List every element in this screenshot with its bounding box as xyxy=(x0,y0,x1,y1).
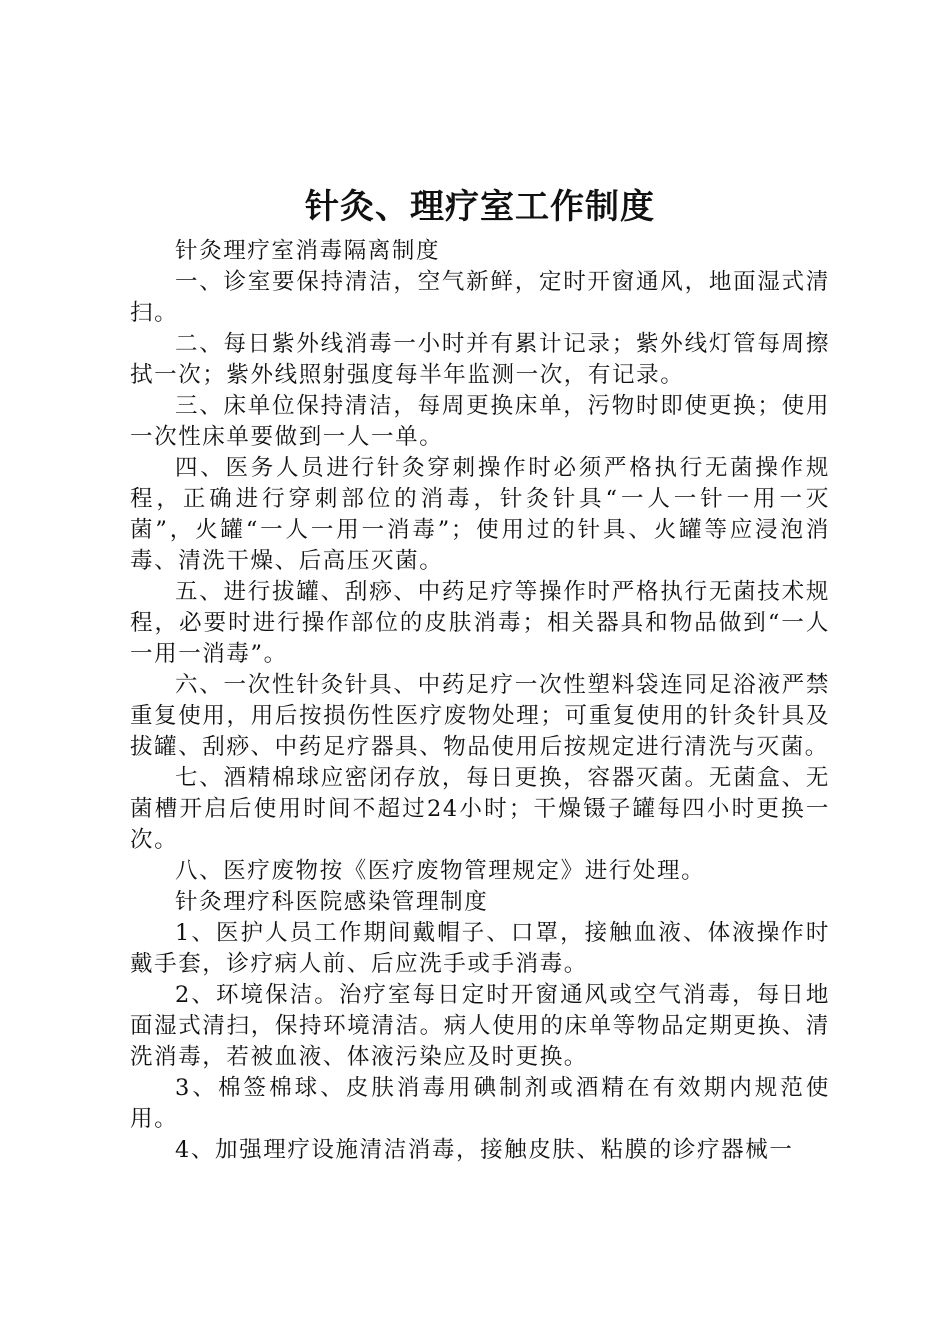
section-heading-disinfection: 针灸理疗室消毒隔离制度 xyxy=(175,238,441,264)
paragraph: 八、医疗废物按《医疗废物管理规定》进行处理。 xyxy=(175,858,706,884)
paragraph: 六、一次性针灸针具、中药足疗一次性塑料袋连同足浴液严禁重复使用，用后按损伤性医疗废物处理；可重复使用的针灸针具及拔罐、刮痧、中药足疗器具、物品使用后按规定进行清洗与灭菌。 xyxy=(130,672,830,760)
paragraph: 二、每日紫外线消毒一小时并有累计记录；紫外线灯管每周擦拭一次；紫外线照射强度每半年监测一次，有记录。 xyxy=(130,331,830,388)
paragraph: 3、棉签棉球、皮肤消毒用碘制剂或酒精在有效期内规范使用。 xyxy=(130,1075,830,1132)
paragraph: 五、进行拔罐、刮痧、中药足疗等操作时严格执行无菌技术规程，必要时进行操作部位的皮肤消毒；相关器具和物品做到“一人一用一消毒”。 xyxy=(130,579,830,667)
paragraph: 一、诊室要保持清洁，空气新鲜，定时开窗通风，地面湿式清扫。 xyxy=(130,269,830,326)
paragraph: 2、环境保洁。治疗室每日定时开窗通风或空气消毒，每日地面湿式清扫，保持环境清洁。病人使用的床单等物品定期更换、清洗消毒，若被血液、体液污染应及时更换。 xyxy=(130,982,830,1070)
paragraph: 四、医务人员进行针灸穿刺操作时必须严格执行无菌操作规程，正确进行穿刺部位的消毒，针灸针具“一人一针一用一灭菌”，火罐“一人一用一消毒”；使用过的针具、火罐等应浸泡消毒、清洗干燥、后高压灭菌。 xyxy=(130,455,830,574)
document-page xyxy=(130,182,830,1166)
paragraph: 七、酒精棉球应密闭存放，每日更换，容器灭菌。无菌盒、无菌槽开启后使用时间不超过24小时；干燥镊子罐每四小时更换一次。 xyxy=(130,765,830,853)
paragraph: 4、加强理疗设施清洁消毒，接触皮肤、粘膜的诊疗器械一 xyxy=(175,1137,794,1163)
paragraph: 三、床单位保持清洁，每周更换床单，污物时即使更换；使用一次性床单要做到一人一单。 xyxy=(130,393,830,450)
section-heading-infection-control: 针灸理疗科医院感染管理制度 xyxy=(175,889,489,915)
document-title: 针灸、理疗室工作制度 xyxy=(305,187,655,227)
paragraph: 1、医护人员工作期间戴帽子、口罩，接触血液、体液操作时戴手套，诊疗病人前、后应洗手或手消毒。 xyxy=(130,920,830,977)
